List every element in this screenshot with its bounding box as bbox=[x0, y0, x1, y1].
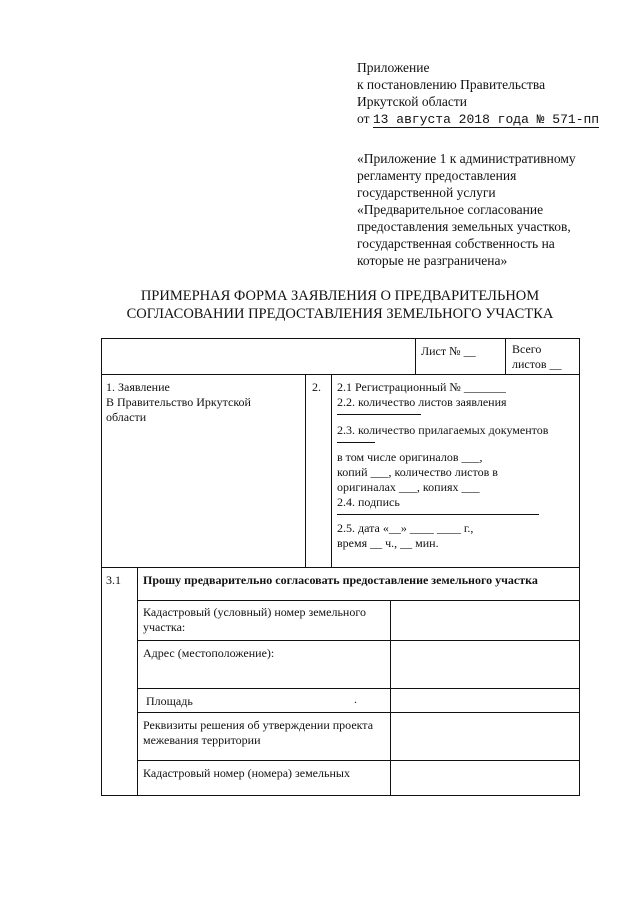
total-sheets bbox=[512, 342, 562, 372]
cadastral-number-label: Кадастровый (условный) номер земельного участка: bbox=[143, 605, 366, 634]
appendix-line: государственной услуги bbox=[357, 185, 496, 200]
sheet-number: Лист № __ bbox=[421, 344, 476, 358]
form-title-line-1: ПРИМЕРНАЯ ФОРМА ЗАЯВЛЕНИЯ О ПРЕДВАРИТЕЛЬНОМ bbox=[140, 288, 540, 304]
survey-decision-label: Реквизиты решения об утверждении проекта межевания территории bbox=[143, 718, 374, 747]
divider bbox=[305, 374, 306, 567]
section-3-title: Прошу предварительно согласовать предоставление земельного участка bbox=[143, 573, 538, 587]
header-line-1: Приложение bbox=[357, 60, 430, 75]
blank-line bbox=[337, 410, 421, 415]
divider bbox=[137, 640, 580, 641]
header-date-value: 13 августа 2018 года № 571-пп bbox=[372, 112, 600, 127]
blank-line bbox=[337, 438, 375, 443]
divider bbox=[137, 688, 580, 689]
document-header bbox=[357, 59, 627, 128]
appendix-line: «Приложение 1 к административному bbox=[357, 151, 576, 166]
table-border-bottom bbox=[101, 795, 580, 796]
appendix-line: предоставления земельных участков, bbox=[357, 219, 571, 234]
form-title-line-2: СОГЛАСОВАНИИ ПРЕДОСТАВЛЕНИЯ ЗЕМЕЛЬНОГО УЧАСТКА bbox=[126, 306, 554, 322]
divider bbox=[137, 760, 580, 761]
divider bbox=[415, 338, 416, 374]
section-1-recipient-1: В Правительство Иркутской bbox=[106, 395, 251, 409]
table-border-top bbox=[101, 338, 580, 339]
divider bbox=[137, 712, 580, 713]
divider bbox=[331, 374, 332, 567]
area-dot: . bbox=[354, 692, 357, 706]
header-line-3: Иркутской области bbox=[357, 94, 468, 109]
header-date bbox=[357, 110, 627, 128]
total-sheets-line-2: листов __ bbox=[512, 357, 562, 371]
appendix-line: регламенту предоставления bbox=[357, 168, 517, 183]
address-label: Адрес (местоположение): bbox=[143, 646, 275, 660]
date-line-1: 2.5. дата «__» ____ ____ г., bbox=[337, 521, 474, 535]
divider bbox=[390, 600, 391, 796]
appendix-line: государственная собственность на bbox=[357, 236, 555, 251]
section-2-cell bbox=[337, 380, 577, 551]
signature: 2.4. подпись bbox=[337, 495, 400, 509]
section-3-number: 3.1 bbox=[106, 573, 121, 587]
section-1-cell bbox=[106, 380, 301, 425]
section-1-recipient-2: области bbox=[106, 410, 147, 424]
originals-line-3: оригиналах ___, копиях ___ bbox=[337, 480, 480, 494]
appendix-line: которые не разграничена» bbox=[357, 253, 508, 268]
area-label: Площадь bbox=[146, 694, 193, 708]
sheets-count: 2.2. количество листов заявления bbox=[337, 395, 507, 409]
originals-line-2: копий ___, количество листов в bbox=[337, 465, 498, 479]
appendix-line: «Предварительное согласование bbox=[357, 202, 544, 217]
documents-count: 2.3. количество прилагаемых документов bbox=[337, 423, 549, 437]
divider bbox=[505, 338, 506, 374]
divider bbox=[137, 600, 580, 601]
form-title bbox=[100, 287, 580, 323]
total-sheets-line-1: Всего bbox=[512, 342, 542, 356]
divider bbox=[101, 567, 580, 568]
originals-line-1: в том числе оригиналов ___, bbox=[337, 450, 483, 464]
section-2-number: 2. bbox=[312, 380, 321, 394]
section-1-label: 1. Заявление bbox=[106, 380, 170, 394]
appendix-reference bbox=[357, 150, 627, 269]
cadastral-numbers-label: Кадастровый номер (номера) земельных bbox=[143, 766, 350, 780]
divider bbox=[101, 374, 580, 375]
date-line-2: время __ ч., __ мин. bbox=[337, 536, 439, 550]
registration-number: 2.1 Регистрационный № _______ bbox=[337, 380, 506, 394]
divider bbox=[137, 567, 138, 796]
header-line-2: к постановлению Правительства bbox=[357, 77, 546, 92]
header-date-prefix: от bbox=[357, 111, 370, 126]
signature-line bbox=[337, 510, 539, 515]
